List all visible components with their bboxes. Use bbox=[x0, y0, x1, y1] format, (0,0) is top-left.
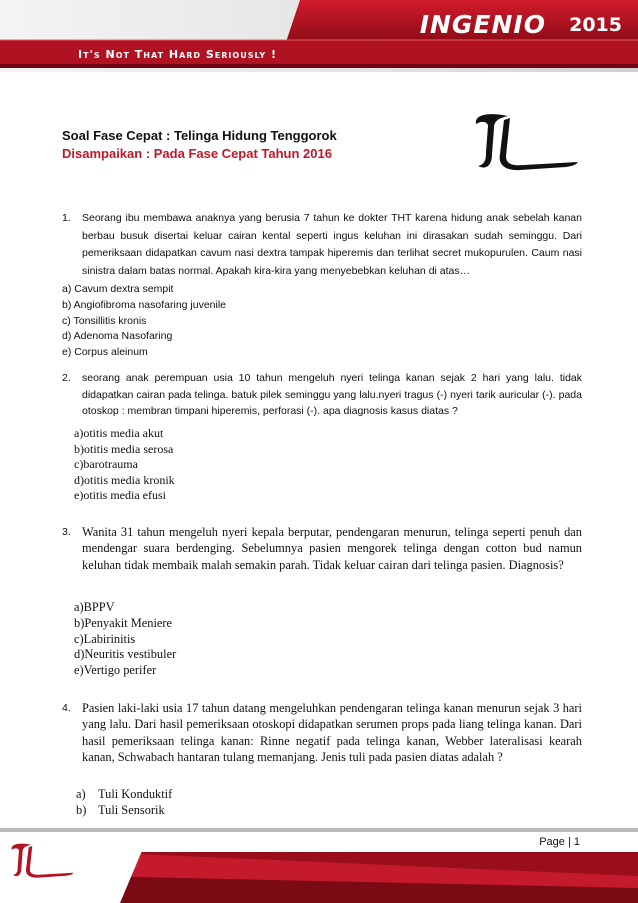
option-c: c)Labirinitis bbox=[74, 631, 136, 646]
question-number: 4. bbox=[62, 702, 71, 714]
question-4 bbox=[62, 700, 582, 765]
option-d: d)Neuritis vestibuler bbox=[74, 647, 177, 662]
option-c: c)barotrauma bbox=[74, 457, 138, 471]
question-text: seorang anak perempuan usia 10 tahun mengeluh nyeri telinga kanan sejak 2 hari yang lalu. tidak didapatkan cairan pada telinga. batuk pilek seminggu yang lalu.nyeri tragus (-) nyeri tarik auricular (-). pada otoskop : membran timpani hiperemis, perforasi (-). apa diagnosis kasus diatas ? bbox=[82, 372, 582, 417]
header-banner bbox=[0, 0, 638, 72]
footer-background bbox=[0, 818, 638, 903]
footer-logo-icon bbox=[8, 834, 76, 886]
option-b: b)otitis media serosa bbox=[74, 441, 174, 456]
option-text: Tuli Konduktif bbox=[98, 787, 173, 801]
option-e: e)Vertigo perifer bbox=[74, 663, 157, 678]
option-d: d)otitis media kronik bbox=[74, 472, 175, 487]
question-number: 3. bbox=[62, 526, 71, 538]
brand-year: 2015 bbox=[569, 14, 622, 36]
question-text: Seorang ibu membawa anaknya yang berusia 7 tahun ke dokter THT karena hidung anak sebelah kanan berbau busuk disertai keluar cairan kental seperti ingus keluhan ini dirasakan sudah seminggu. Dari pemeriksaan didapatkan cavum nasi dextra tampak hiperemis dan terlihat secret mukopurulen. Caum nasi sinistra dalam batas normal. Apakah kira-kira yang menyebebkan keluhan di atas… bbox=[82, 212, 582, 277]
options-list-3 bbox=[74, 600, 176, 679]
logo-mark-icon bbox=[470, 110, 582, 172]
brand-name: INGENIO bbox=[419, 10, 546, 39]
option-a: a)otitis media akut bbox=[74, 426, 164, 440]
option-b bbox=[76, 803, 172, 819]
page-number: Page | 1 bbox=[539, 836, 580, 848]
document-title: Soal Fase Cepat : Telinga Hidung Tenggorok bbox=[62, 128, 337, 143]
option-d: d) Adenoma Nasofaring bbox=[62, 330, 173, 343]
option-label: a) bbox=[76, 787, 86, 801]
option-c: c) Tonsillitis kronis bbox=[62, 314, 147, 327]
option-b: b) Angiofibroma nasofaring juvenile bbox=[62, 298, 227, 311]
question-text: Wanita 31 tahun mengeluh nyeri kepala berputar, pendengaran menurun, telinga seperti penuh dan mendengar suara berdenging. Sebelumnya pasien mengorek telinga dengan cotton bud namun keluhan tidak membaik malah semakin parah. Tidak keluar cairan dari telinga pasien. Diagnosis? bbox=[82, 525, 582, 572]
option-label: b) bbox=[76, 802, 87, 817]
question-1 bbox=[62, 210, 582, 280]
question-number: 2. bbox=[62, 372, 71, 384]
option-a: a)BPPV bbox=[74, 600, 115, 614]
question-number: 1. bbox=[62, 212, 71, 224]
option-text: Tuli Sensorik bbox=[98, 802, 165, 817]
question-3 bbox=[62, 524, 582, 573]
question-text: Pasien laki-laki usia 17 tahun datang mengeluhkan pendengaran telinga kanan menurun sejak 3 hari yang lalu. Dari hasil pemeriksaan otoskopi didapatkan serumen props pada liang telinga kanan. Dari hasil pemeriksaan telinga kanan: Rinne negatif pada telinga kanan, Webber lateralisasi kearah kanan, Schwabach hantaran tulang memanjang. Jenis tuli pada pasien diatas adalah ? bbox=[82, 701, 582, 764]
tagline: It's Not That Hard Seriously ! bbox=[78, 48, 277, 61]
options-list-1 bbox=[62, 282, 226, 361]
option-a bbox=[76, 787, 172, 803]
options-list-4 bbox=[76, 787, 172, 819]
option-b: b)Penyakit Meniere bbox=[74, 615, 173, 630]
options-list-2 bbox=[74, 426, 175, 504]
question-2 bbox=[62, 370, 582, 420]
option-e: e)otitis media efusi bbox=[74, 488, 166, 502]
document-subtitle: Disampaikan : Pada Fase Cepat Tahun 2016 bbox=[62, 146, 332, 161]
option-a: a) Cavum dextra sempit bbox=[62, 283, 174, 295]
option-e: e) Corpus aleinum bbox=[62, 346, 148, 359]
footer-banner bbox=[0, 818, 638, 903]
